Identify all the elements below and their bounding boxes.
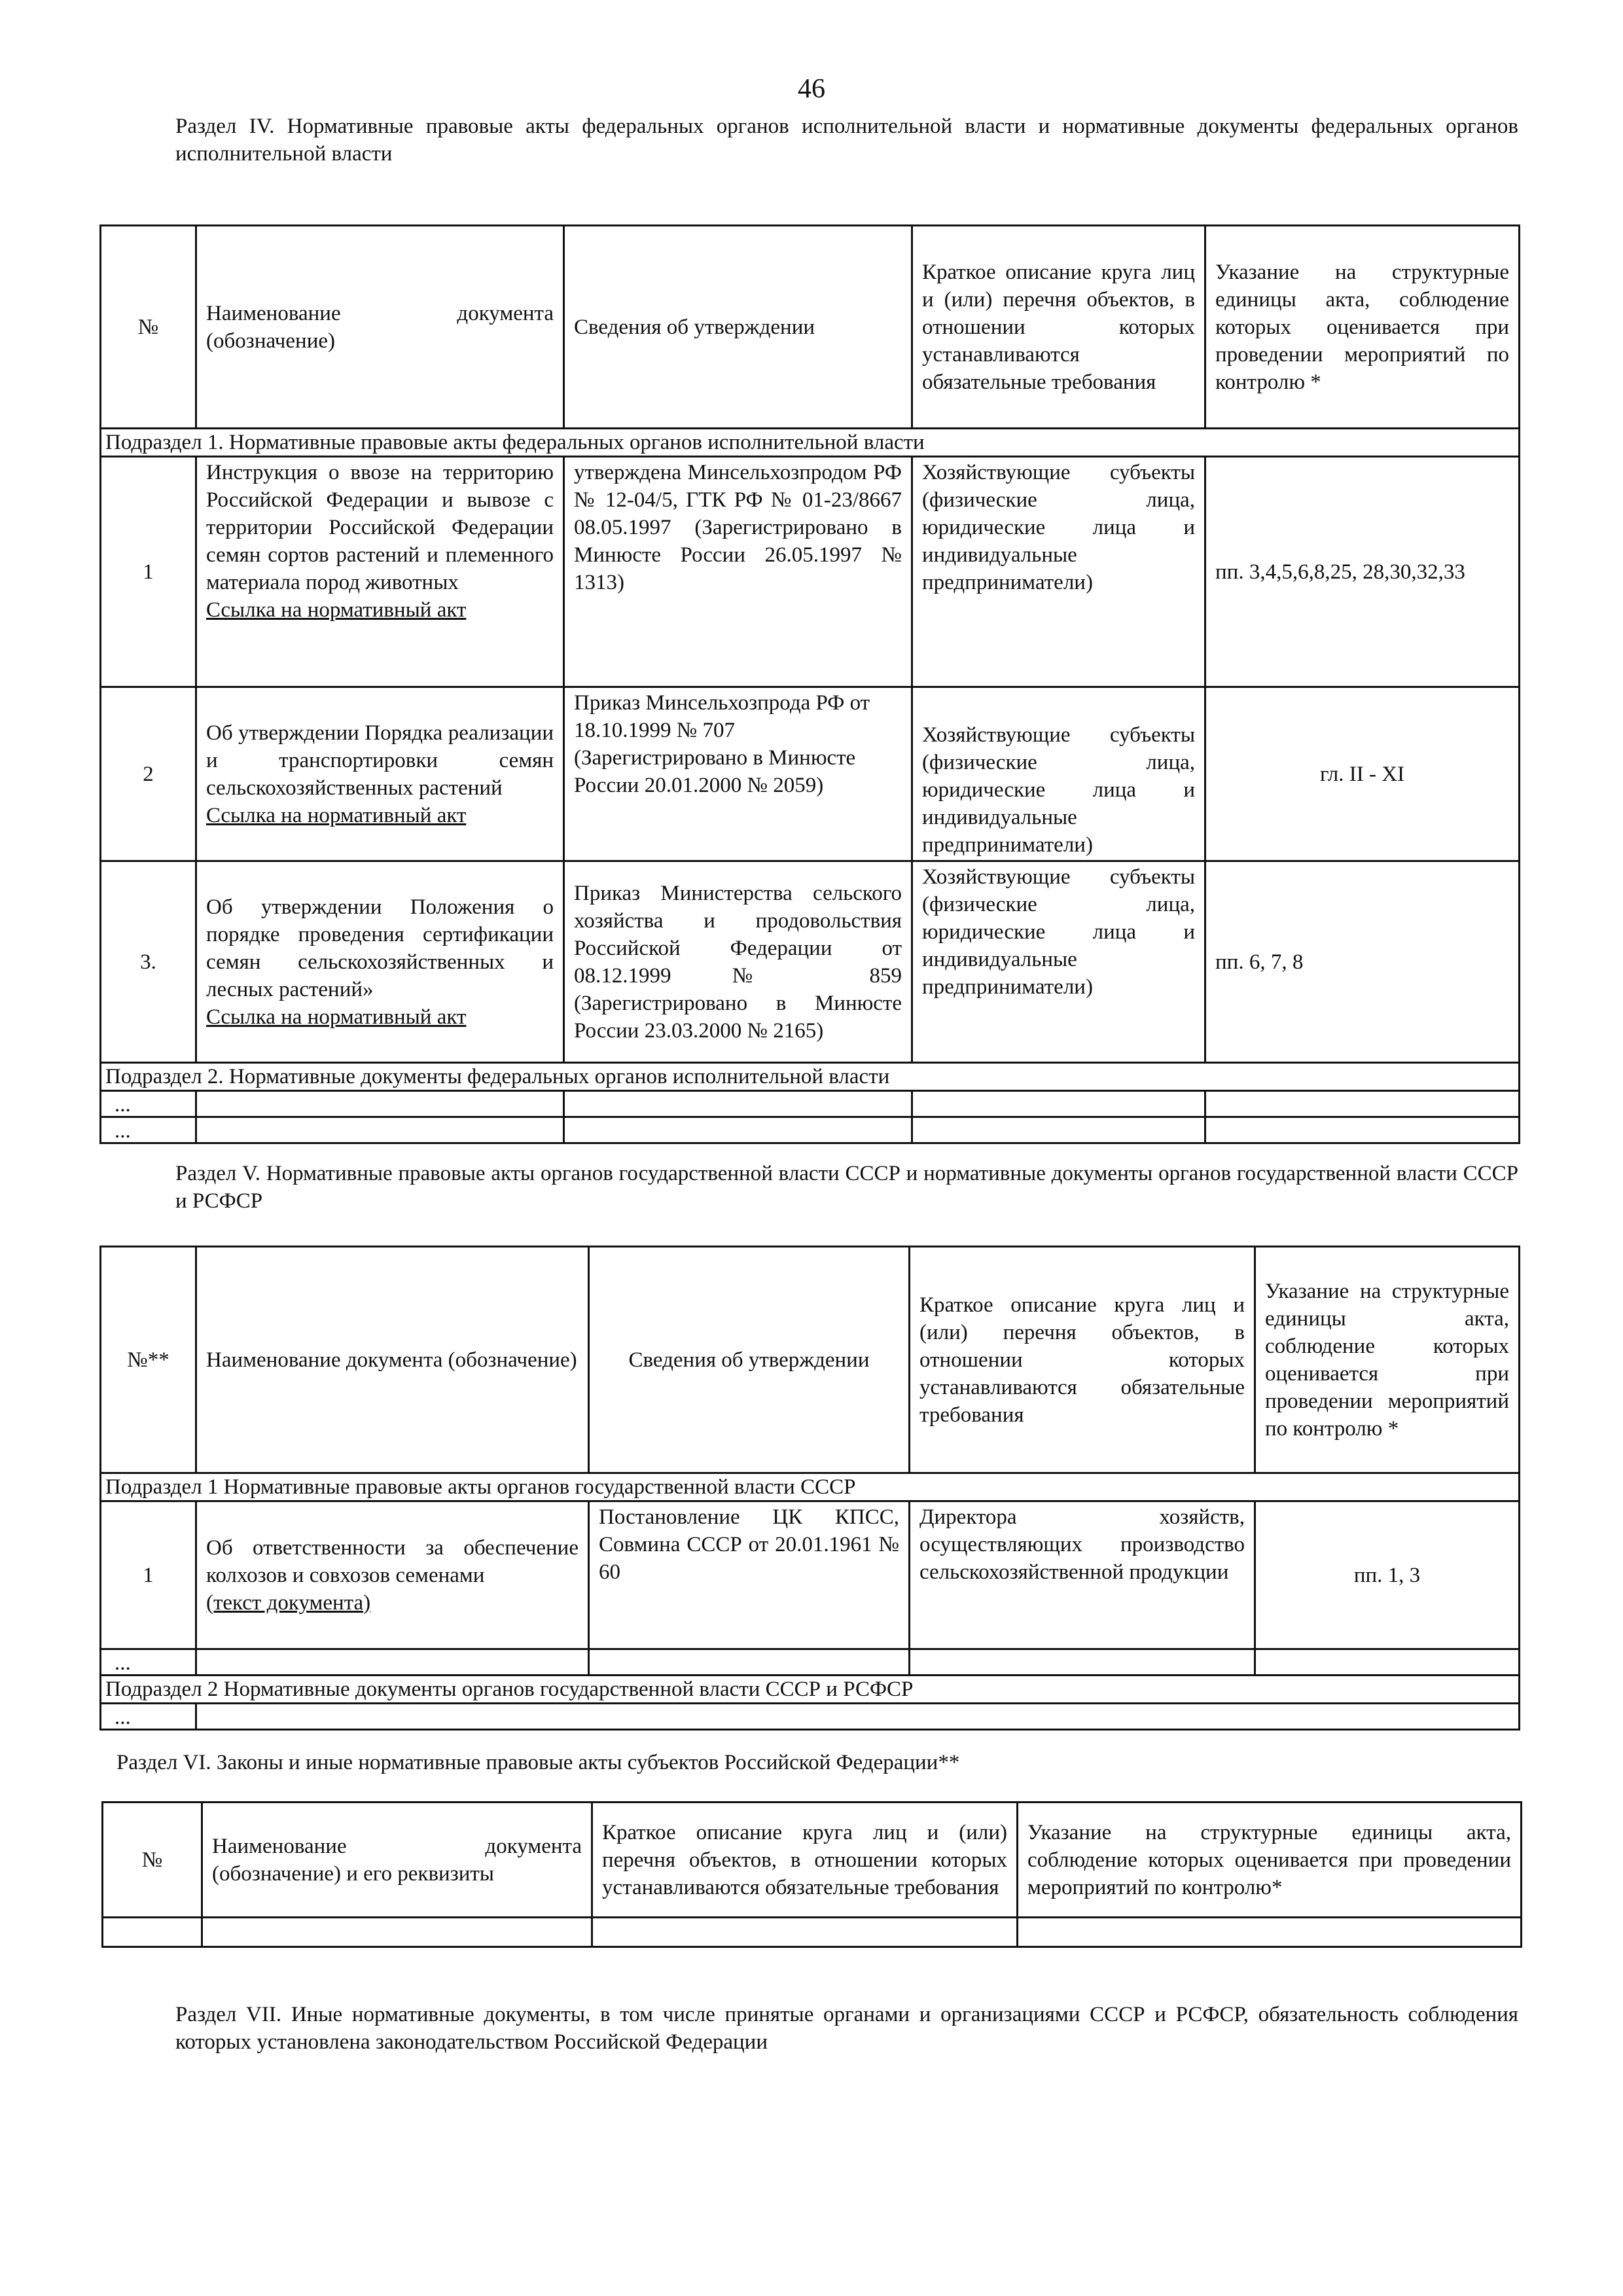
col-header-name: Наименование документа (обозначение) (196, 226, 564, 429)
ellipsis-cell: ... (101, 1091, 196, 1117)
table-header-row (103, 1803, 1522, 1918)
table-row (101, 1704, 1520, 1730)
col-header-units: Указание на структурные единицы акта, соблюдение которых оценивается при проведении мероприятий по контролю* (1018, 1803, 1522, 1918)
table-row (103, 1918, 1522, 1947)
units-info: пп. 1, 3 (1255, 1501, 1520, 1649)
table-row (101, 1501, 1520, 1649)
row-num: 3. (101, 861, 196, 1063)
subsection-row (101, 429, 1520, 457)
table-row (101, 1117, 1520, 1143)
doc-link[interactable]: Ссылка на нормативный акт (206, 803, 467, 827)
doc-name: Инструкция о ввозе на территорию Российской Федерации и вывозе с территории Российской Федерации семян сортов растений и племенного материала пород животных (206, 461, 554, 594)
col-header-units: Указание на структурные единицы акта, соблюдение которых оценивается при проведении мероприятий по контролю * (1205, 226, 1520, 429)
col-header-approval: Сведения об утверждении (589, 1247, 910, 1473)
col-header-name: Наименование документа (обозначение) (196, 1247, 589, 1473)
doc-name: Об утверждении Порядка реализации и транспортировки семян сельскохозяйственных растений (206, 721, 554, 800)
table-row (101, 1649, 1520, 1676)
approval-info: утверждена Минсельхозпродом РФ № 12-04/5, ГТК РФ № 01-23/8667 08.05.1997 (Зарегистрировано в Минюсте России 26.05.1997 № 1313) (564, 457, 912, 687)
col-header-approval: Сведения об утверждении (564, 226, 912, 429)
subjects-info: Хозяйствующие субъекты (физические лица, юридические лица и индивидуальные предприниматели) (912, 861, 1205, 1063)
subsection-2-title: Подраздел 2. Нормативные документы федеральных органов исполнительной власти (101, 1063, 1520, 1091)
col-header-subjects: Краткое описание круга лиц и (или) перечня объектов, в отношении которых устанавливаются обязательные требования (912, 226, 1205, 429)
doc-name: Об ответственности за обеспечение колхозов и совхозов семенами (206, 1535, 579, 1587)
row-num: 1 (101, 1501, 196, 1649)
col-header-num: № (103, 1803, 202, 1918)
col-header-name: Наименование документа (обозначение) и его реквизиты (202, 1803, 592, 1918)
doc-name: Об утверждении Положения о порядке проведения сертификации семян сельскохозяйственных и лесных растений» (206, 895, 554, 1001)
ellipsis-cell: ... (101, 1117, 196, 1143)
subjects-info: Директора хозяйств, осуществляющих производство сельскохозяйственной продукции (910, 1501, 1255, 1649)
subjects-info: Хозяйствующие субъекты (физические лица, юридические лица и индивидуальные предприниматели) (912, 687, 1205, 861)
units-info: гл. II - XI (1205, 687, 1520, 861)
section-4-heading: Раздел IV. Нормативные правовые акты федеральных органов исполнительной власти и нормативные документы федеральных органов исполнительной власти (175, 115, 1518, 166)
units-info: пп. 6, 7, 8 (1205, 861, 1520, 1063)
col-header-units: Указание на структурные единицы акта, соблюдение которых оценивается при проведении мероприятий по контролю * (1255, 1247, 1520, 1473)
subsection-row (101, 1063, 1520, 1091)
table-row (101, 861, 1520, 1063)
section-5-heading: Раздел V. Нормативные правовые акты органов государственной власти СССР и нормативные документы органов государственной власти СССР и РСФСР (175, 1162, 1518, 1213)
table-row (101, 457, 1520, 687)
section-5-table (99, 1246, 1520, 1731)
doc-link[interactable]: (текст документа) (206, 1590, 371, 1615)
units-info: пп. 3,4,5,6,8,25, 28,30,32,33 (1205, 457, 1520, 687)
doc-link[interactable]: Ссылка на нормативный акт (206, 1005, 467, 1029)
subsection-1-title: Подраздел 1 Нормативные правовые акты органов государственной власти СССР (101, 1473, 1520, 1501)
approval-info: Приказ Министерства сельского хозяйства и продовольствия Российской Федерации от 08.12.1999 № 859 (Зарегистрировано в Минюсте России 23.03.2000 № 2165) (564, 861, 912, 1063)
subsection-1-title: Подраздел 1. Нормативные правовые акты федеральных органов исполнительной власти (101, 429, 1520, 457)
col-header-subjects: Краткое описание круга лиц и (или) перечня объектов, в отношении которых устанавливаются обязательные требования (910, 1247, 1255, 1473)
col-header-subjects: Краткое описание круга лиц и (или) перечня объектов, в отношении которых устанавливаются обязательные требования (592, 1803, 1018, 1918)
approval-info: Постановление ЦК КПСС, Совмина СССР от 20.01.1961 № 60 (589, 1501, 910, 1649)
subsection-row (101, 1676, 1520, 1704)
subjects-info: Хозяйствующие субъекты (физические лица, юридические лица и индивидуальные предприниматели) (912, 457, 1205, 687)
subsection-row (101, 1473, 1520, 1501)
section-7-heading: Раздел VII. Иные нормативные документы, в том числе принятые органами и организациями СССР и РСФСР, обязательность соблюдения которых установлена законодательством Российской Федерации (175, 2003, 1518, 2054)
section-4-table (99, 224, 1520, 1144)
table-row (101, 687, 1520, 861)
page-number: 46 (798, 74, 825, 104)
ellipsis-cell: ... (101, 1649, 196, 1676)
approval-info: Приказ Минсельхозпрода РФ от 18.10.1999 № 707 (Зарегистрировано в Минюсте России 20.01.2000 № 2059) (564, 687, 912, 861)
table-row (101, 1091, 1520, 1117)
table-header-row (101, 226, 1520, 429)
row-num: 2 (101, 687, 196, 861)
table-header-row (101, 1247, 1520, 1473)
row-num: 1 (101, 457, 196, 687)
subsection-2-title: Подраздел 2 Нормативные документы органов государственной власти СССР и РСФСР (101, 1676, 1520, 1704)
section-6-table (101, 1801, 1522, 1948)
section-6-heading: Раздел VI. Законы и иные нормативные правовые акты субъектов Российской Федерации** (116, 1751, 960, 1774)
col-header-num: №** (101, 1247, 196, 1473)
ellipsis-cell: ... (101, 1704, 196, 1730)
doc-link[interactable]: Ссылка на нормативный акт (206, 598, 467, 622)
col-header-num: № (101, 226, 196, 429)
